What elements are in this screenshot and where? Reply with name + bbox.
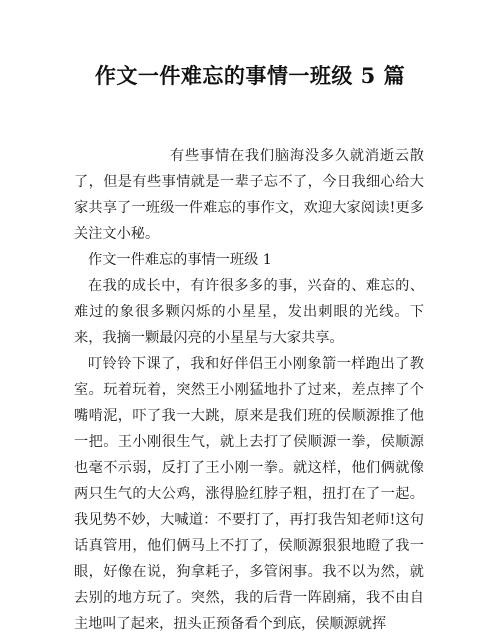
paragraph-1: 在我的成长中，有许很多多的事，兴奋的、难忘的、难过的象很多颗闪烁的小星星，发出刺眼的光线。下来，我摘一颗最闪亮的小星星与大家共享。: [74, 278, 424, 346]
paragraph-2: 叮铃铃下课了，我和好伴侣王小刚象箭一样跑出了教室。玩着玩着，突然王小刚猛地扑了过来，差点摔了个嘴啃泥，吓了我一大跳，原来是我们班的侯顺源推了他一把。王小刚很生气，就上去打了侯顺源一拳，侯顺源也毫不示弱，反打了王小刚一拳。就这样，他们俩就像两只生气的大公鸡，涨得脸红脖子粗，扭打在了一起。我见势不妙，大喊道：不要打了，再打我告知老师!这句话真管用，他们俩马上不打了，侯顺源狠狠地瞪了我一眼，好像在说，狗拿耗子，多管闲事。我不以为然，就去别的地方玩了。突然，我的后背一阵剧痛，我不由自主地叫了起来，扭头正预备看个到底，侯顺源就挥: [74, 356, 424, 632]
document-title: 作文一件难忘的事情一班级 5 篇: [94, 63, 406, 88]
document-body: [74, 143, 424, 637]
section-subtitle: 作文一件难忘的事情一班级 1: [88, 252, 272, 268]
intro-paragraph: 有些事情在我们脑海没多久就消逝云散了，但是有些事情就是一辈子忘不了，今日我细心给大家共享了一班级一件难忘的事作文，欢迎大家阅读!更多关注文小秘。: [74, 148, 424, 242]
